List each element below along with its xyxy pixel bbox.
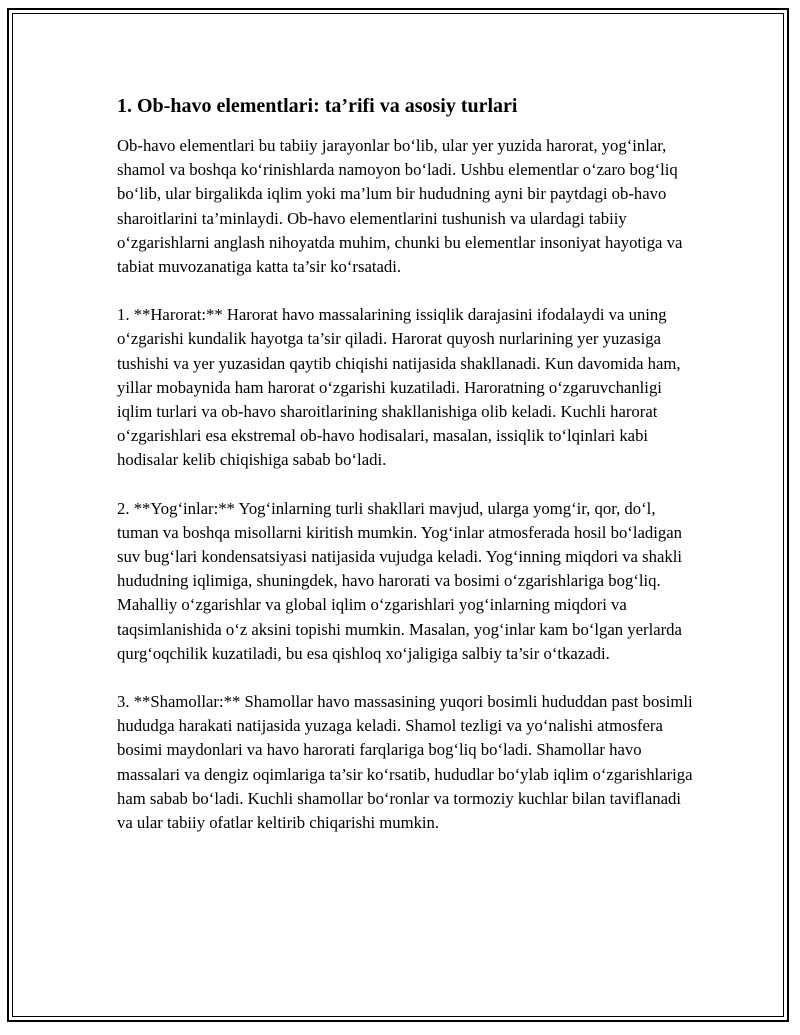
document-body xyxy=(117,92,697,859)
paragraph-yoginlar: 2. **Yog‘inlar:** Yog‘inlarning turli shakllari mavjud, ularga yomg‘ir, qor, do‘l, tuman va boshqa misollarni kiritish mumkin. Yog‘inlar atmosferada hosil bo‘ladigan suv bug‘lari kondensatsiyasi natijasida vujudga keladi. Yog‘inning miqdori va shakli hududning iqlimiga, shuningdek, havo harorati va bosimi o‘zgarishlariga bog‘liq. Mahalliy o‘zgarishlar va global iqlim o‘zgarishlari yog‘inlarning miqdori va taqsimlanishida o‘z aksini topishi mumkin. Masalan, yog‘inlar kam bo‘lgan yerlarda qurg‘oqchilik kuzatiladi, bu esa qishloq xo‘jaligiga salbiy ta’sir o‘tkazadi. xyxy=(117,498,682,663)
intro-paragraph: Ob-havo elementlari bu tabiiy jarayonlar bo‘lib, ular yer yuzida harorat, yog‘inlar, shamol va boshqa ko‘rinishlarda namoyon bo‘ladi. Ushbu elementlar o‘zaro bog‘liq bo‘lib, ular birgalikda iqlim yoki ma’lum bir hududning ayni bir paytdagi ob-havo sharoitlarini ta’minlaydi. Ob-havo elementlarini tushunish va ulardagi tabiiy o‘zgarishlarni anglash nihoyatda muhim, chunki bu elementlar insoniyat hayotiga va tabiat muvozanatiga katta ta’sir ko‘rsatadi. xyxy=(117,136,683,277)
paragraph-shamollar: 3. **Shamollar:** Shamollar havo massasining yuqori bosimli hududdan past bosimli hududga harakati natijasida yuzaga keladi. Shamol tezligi va yo‘nalishi atmosfera bosimi maydonlari va havo harorati farqlariga bog‘liq bo‘ladi. Shamollar havo massalari va dengiz oqimlariga ta’sir ko‘rsatib, hududlar bo‘ylab iqlim o‘zgarishlariga ham sabab bo‘ladi. Kuchli shamollar bo‘ronlar va tormoziy kuchlar bilan taviflanadi va ular tabiiy ofatlar keltirib chiqarishi mumkin. xyxy=(117,692,693,833)
section-heading: 1. Ob-havo elementlari: ta’rifi va asosiy turlari xyxy=(117,95,518,117)
paragraph-harorat: 1. **Harorat:** Harorat havo massalarining issiqlik darajasini ifodalaydi va uning o‘zgarishi kundalik hayotga ta’sir qiladi. Harorat quyosh nurlarining yer yuzasiga tushishi va yer yuzasidan qaytib chiqishi natijasida shakllanadi. Kun davomida ham, yillar mobaynida ham harorat o‘zgarishi kuzatiladi. Haroratning o‘zgaruvchanligi iqlim turlari va ob-havo sharoitlarining shakllanishiga olib keladi. Kuchli harorat o‘zgarishlari esa ekstremal ob-havo hodisalari, masalan, issiqlik to‘lqinlari kabi hodisalar kelib chiqishiga sabab bo‘ladi. xyxy=(117,305,681,470)
